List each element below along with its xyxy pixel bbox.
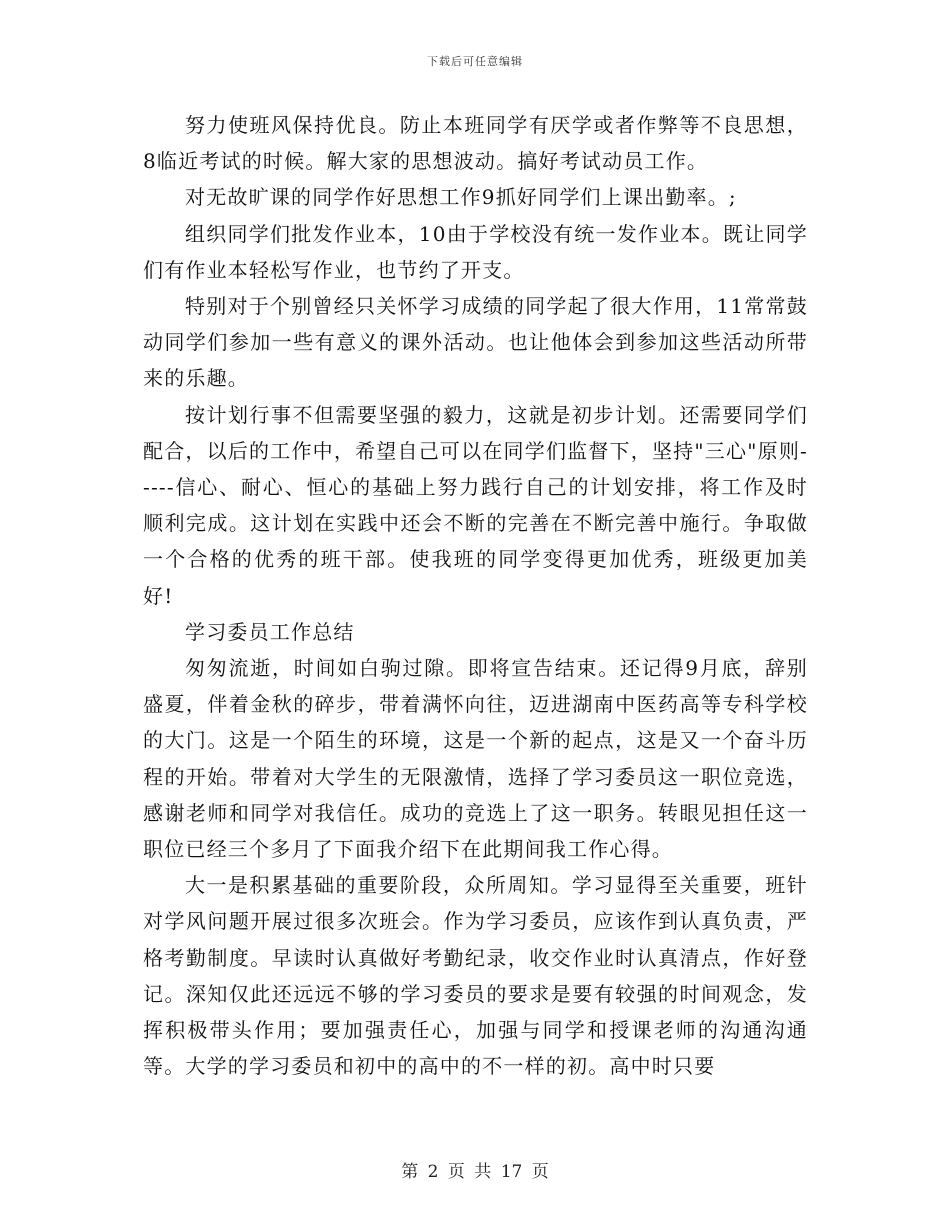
document-body bbox=[143, 107, 808, 1084]
paragraph-1: 努力使班风保持优良。防止本班同学有厌学或者作弊等不良思想，8临近考试的时候。解大家的思想波动。搞好考试动员工作。 bbox=[143, 113, 808, 174]
section-paragraph-2: 大一是积累基础的重要阶段，众所周知。学习显得至关重要，班针对学风问题开展过很多次班会。作为学习委员，应该作到认真负责，严格考勤制度。早读时认真做好考勤纪录，收交作业时认真清点，作好登记。深知仅此还远远不够的学习委员的要求是要有较强的时间观念，发挥积极带头作用；要加强责任心，加强与同学和授课老师的沟通沟通等。大学的学习委员和初中的高中的不一样的初。高中时只要 bbox=[143, 873, 808, 1079]
paragraph-3: 组织同学们批发作业本，10由于学校没有统一发作业本。既让同学们有作业本轻松写作业，也节约了开支。 bbox=[143, 221, 808, 282]
paragraph-5: 按计划行事不但需要坚强的毅力，这就是初步计划。还需要同学们配合，以后的工作中，希望自己可以在同学们监督下，坚持"三心"原则-----信心、耐心、恒心的基础上努力践行自己的计划安排，将工作及时顺利完成。这计划在实践中还会不断的完善在不断完善中施行。争取做一个合格的优秀的班干部。使我班的同学变得更加优秀，班级更加美好! bbox=[143, 402, 808, 608]
paragraph-4: 特别对于个别曾经只关怀学习成绩的同学起了很大作用，11常常鼓动同学们参加一些有意义的课外活动。也让他体会到参加这些活动所带来的乐趣。 bbox=[143, 294, 808, 391]
section-paragraph-1: 匆匆流逝，时间如白驹过隙。即将宣告结束。还记得9月底，辞别盛夏，伴着金秋的碎步，带着满怀向往，迈进湖南中医药高等专科学校的大门。这是一个陌生的环境，这是一个新的起点，这是又一个奋斗历程的开始。带着对大学生的无限激情，选择了学习委员这一职位竞选，感谢老师和同学对我信任。成功的竞选上了这一职务。转眼见担任这一职位已经三个多月了下面我介绍下在此期间我工作心得。 bbox=[143, 656, 808, 862]
page-footer: 第 2 页 共 17 页 bbox=[401, 1162, 549, 1182]
section-title: 学习委员工作总结 bbox=[185, 619, 355, 644]
header-note: 下载后可任意编辑 bbox=[427, 55, 523, 68]
paragraph-2: 对无故旷课的同学作好思想工作9抓好同学们上课出勤率。; bbox=[185, 185, 737, 210]
